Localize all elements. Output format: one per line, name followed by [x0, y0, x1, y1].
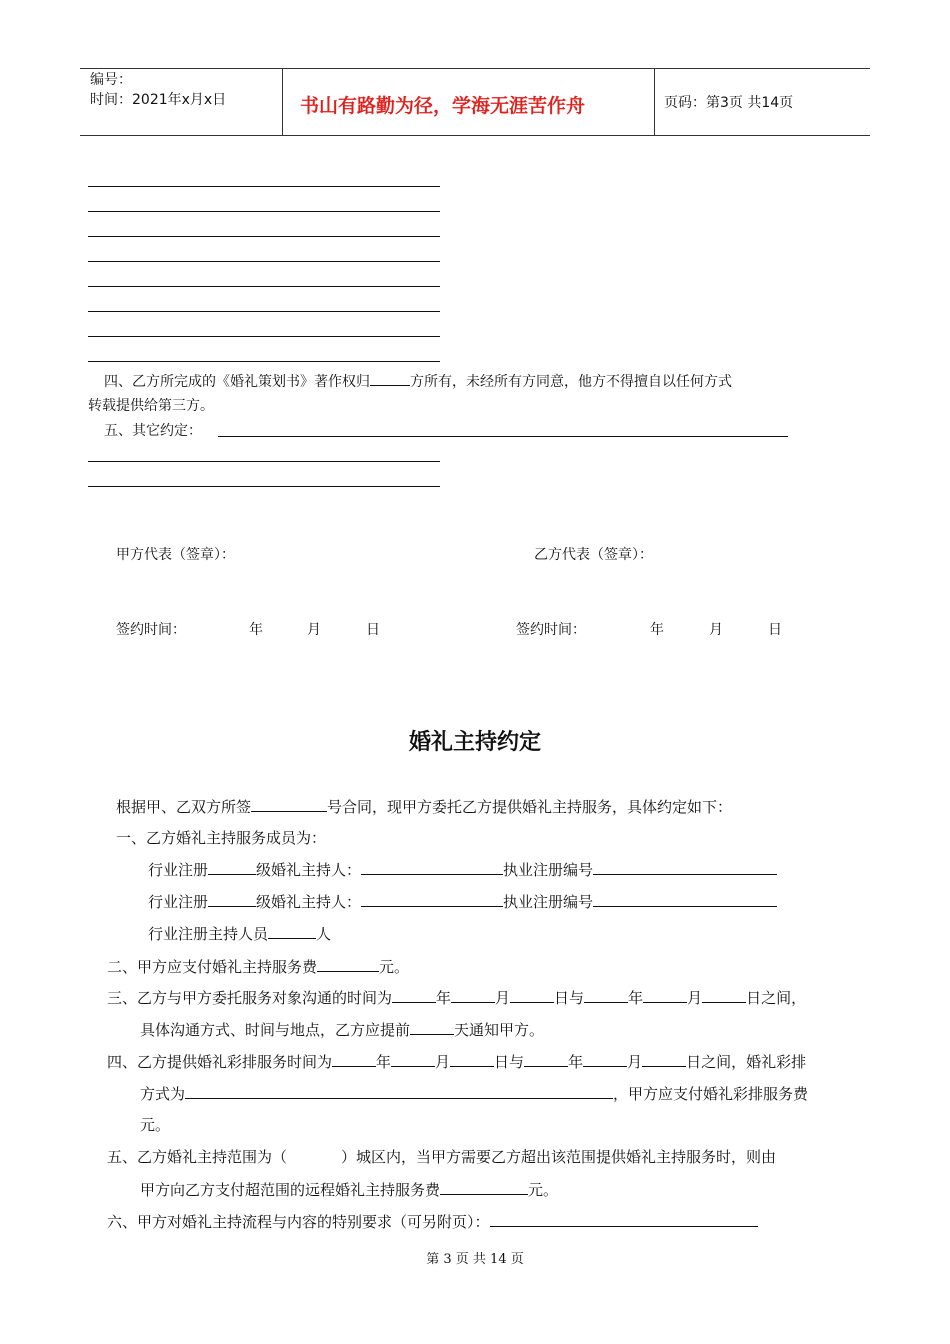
- party-a-day: 日: [366, 622, 380, 638]
- party-b-signature-label: 乙方代表（签章）：: [534, 547, 653, 563]
- blank-line: [88, 311, 440, 312]
- fill-blank[interactable]: [332, 1050, 376, 1067]
- host-registration-row: 行业注册 级婚礼主持人： 执业注册编号: [148, 858, 777, 881]
- party-a-year: 年: [249, 622, 263, 638]
- fill-blank[interactable]: [185, 1082, 613, 1099]
- fill-blank[interactable]: [410, 1018, 454, 1035]
- fill-blank[interactable]: [643, 986, 687, 1003]
- fill-blank[interactable]: [490, 1210, 758, 1227]
- fill-blank[interactable]: [370, 369, 410, 386]
- item-3-line-1: 三、乙方与甲方委托服务对象沟通的时间为 年 月 日与 年 月 日之间，: [107, 986, 806, 1009]
- party-b-month: 月: [709, 622, 723, 638]
- fill-blank[interactable]: [391, 1050, 435, 1067]
- item-4-line-1: 四、乙方提供婚礼彩排服务时间为 年 月 日与 年 月 日之间，婚礼彩排: [107, 1050, 806, 1073]
- blank-line: [88, 211, 440, 212]
- item-3-line-2: 具体沟通方式、时间与地点，乙方应提前 天通知甲方。: [140, 1018, 544, 1041]
- clause-5-label: 五、其它约定：: [104, 423, 202, 439]
- fill-blank[interactable]: [208, 890, 256, 907]
- fill-blank[interactable]: [593, 858, 777, 875]
- host-registration-row: 行业注册 级婚礼主持人： 执业注册编号: [148, 890, 777, 913]
- fill-blank[interactable]: [584, 986, 628, 1003]
- blank-line: [88, 261, 440, 262]
- item-5-line-1: 五、乙方婚礼主持范围为（ ）城区内，当甲方需要乙方超出该范围提供婚礼主持服务时，则由: [107, 1148, 777, 1166]
- party-b-sign-time-label: 签约时间：: [516, 622, 586, 638]
- fill-blank[interactable]: [392, 986, 436, 1003]
- blank-line: [88, 186, 440, 187]
- fill-blank[interactable]: [251, 795, 327, 812]
- header-page-label: 页码：第3页 共14页: [664, 95, 794, 111]
- party-b-year: 年: [650, 622, 664, 638]
- page-footer: 第 3 页 共 14 页: [426, 1252, 524, 1267]
- clause-4-line-2: 转载提供给第三方。: [88, 398, 214, 414]
- clause-4-line-1: 四、乙方所完成的《婚礼策划书》著作权归 方所有，未经所有方同意，他方不得擅自以任何方式: [104, 369, 732, 392]
- section-intro: 根据甲、乙双方所签 号合同，现甲方委托乙方提供婚礼主持服务，具体约定如下：: [116, 795, 732, 818]
- item-6: 六、甲方对婚礼主持流程与内容的特别要求（可另附页）：: [107, 1210, 758, 1233]
- fill-blank[interactable]: [642, 1050, 686, 1067]
- fill-blank[interactable]: [450, 1050, 494, 1067]
- blank-line: [88, 461, 440, 462]
- blank-line: [88, 286, 440, 287]
- fill-blank[interactable]: [208, 858, 256, 875]
- blank-line: [88, 486, 440, 487]
- document-number-label: 编号：: [90, 72, 132, 88]
- document-time-label: 时间：2021年x月x日: [90, 92, 227, 108]
- party-a-signature-label: 甲方代表（签章）：: [116, 547, 235, 563]
- item-2: 二、甲方应支付婚礼主持服务费 元。: [107, 955, 409, 978]
- fill-blank[interactable]: [361, 890, 503, 907]
- item-4-line-3: 元。: [140, 1116, 171, 1134]
- fill-blank[interactable]: [440, 1178, 528, 1195]
- blank-line: [88, 336, 440, 337]
- fill-blank[interactable]: [510, 986, 554, 1003]
- party-a-sign-time-label: 签约时间：: [116, 622, 186, 638]
- item-5-line-2: 甲方向乙方支付超范围的远程婚礼主持服务费 元。: [140, 1178, 558, 1201]
- fill-blank[interactable]: [451, 986, 495, 1003]
- registered-staff-row: 行业注册主持人员 人: [148, 922, 331, 945]
- item-1: 一、乙方婚礼主持服务成员为：: [116, 829, 327, 847]
- fill-blank[interactable]: [702, 986, 746, 1003]
- fill-blank[interactable]: [361, 858, 503, 875]
- party-b-day: 日: [768, 622, 782, 638]
- blank-line: [88, 236, 440, 237]
- blank-line: [88, 361, 440, 362]
- fill-blank[interactable]: [317, 955, 379, 972]
- header-motto: 书山有路勤为径，学海无涯苦作舟: [300, 95, 586, 117]
- item-4-line-2: 方式为 ，甲方应支付婚礼彩排服务费: [140, 1082, 808, 1105]
- fill-blank[interactable]: [583, 1050, 627, 1067]
- fill-blank[interactable]: [268, 922, 316, 939]
- fill-blank[interactable]: [218, 436, 788, 437]
- fill-blank[interactable]: [593, 890, 777, 907]
- fill-blank[interactable]: [524, 1050, 568, 1067]
- party-a-month: 月: [307, 622, 321, 638]
- section-title: 婚礼主持约定: [408, 730, 541, 755]
